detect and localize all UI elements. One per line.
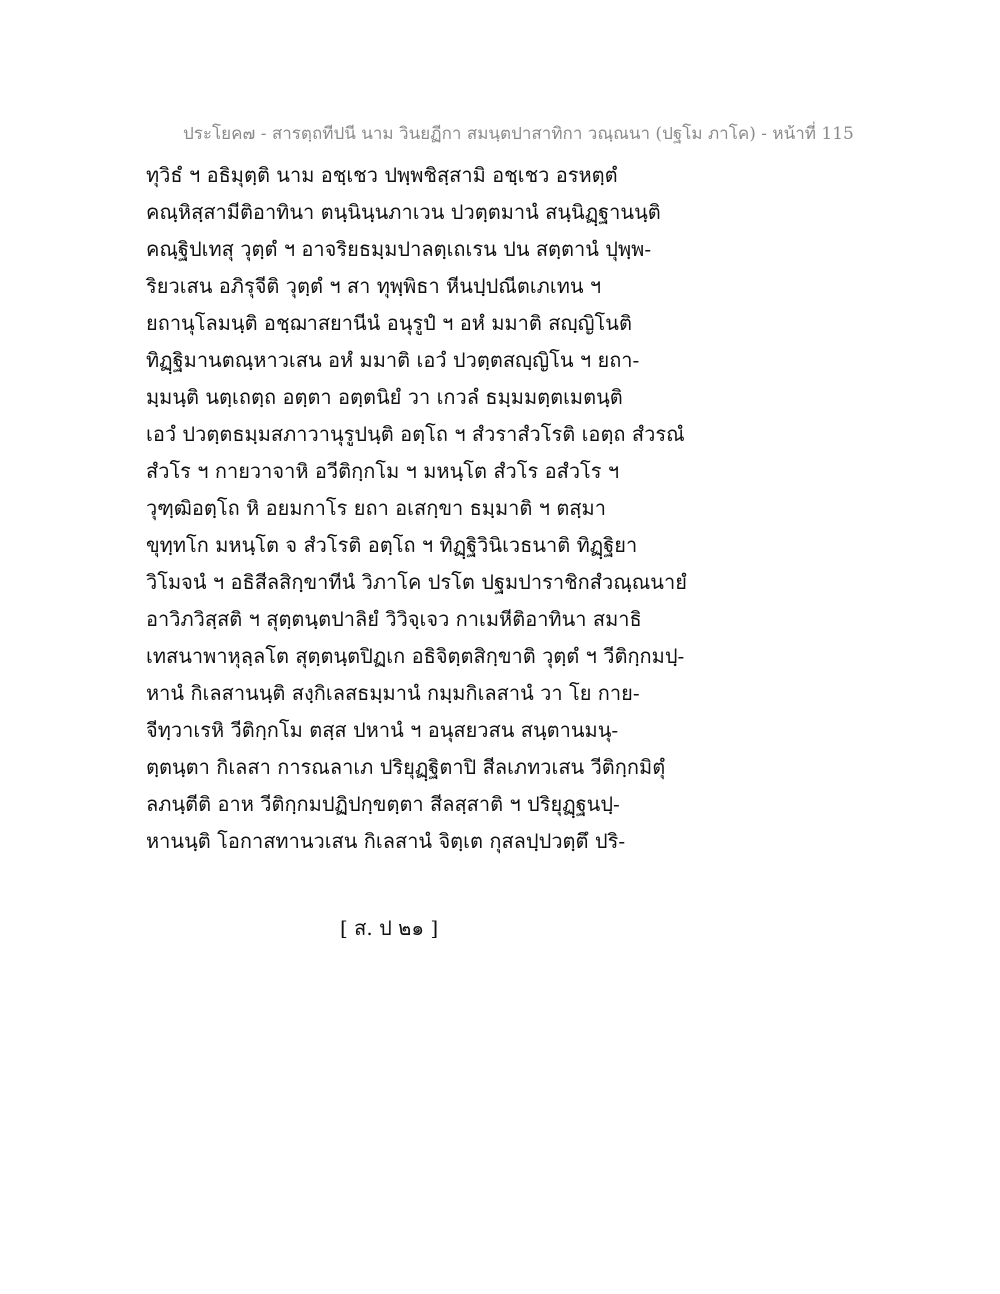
text-line: ทุวิธํ ฯ อธิมุตฺติ นาม อชฺเชว ปพฺพชิสฺสามิ อชฺเชว อรหตฺตํ xyxy=(146,163,618,187)
text-line: วุฑฺฒิอตฺโถ หิ อยมกาโร ยถา อเสกฺขา ธมฺมาติ ฯ ตสฺมา xyxy=(146,496,606,520)
text-line: วิโมจนํ ฯ อธิสีลสิกฺขาทีนํ วิภาโค ปรโต ปฐมปาราชิกสํวณฺณนายํ xyxy=(146,570,687,594)
page-reference: [ ส. ป ๒๑ ] xyxy=(340,916,439,940)
text-line: ยถานุโลมนฺติ อชฺฌาสยานีนํ อนุรูปํ ฯ อหํ มมาติ สญฺญิโนติ xyxy=(146,311,632,335)
text-line: มฺมนฺติ นตฺเถตฺถ อตฺตา อตฺตนิยํ วา เกวลํ ธมฺมมตฺตเมตนฺติ xyxy=(146,385,623,409)
body-text xyxy=(146,157,706,860)
text-line: ทิฏฺฐิมานตณฺหาวเสน อหํ มมาติ เอวํ ปวตฺตสญฺญิโน ฯ ยถา- xyxy=(146,348,640,372)
text-line: คณฺหิสฺสามีติอาทินา ตนฺนินฺนภาเวน ปวตฺตมานํ สนฺนิฏฺฐานนฺติ xyxy=(146,200,661,224)
text-line: เอวํ ปวตฺตธมฺมสภาวานุรูปนฺติ อตฺโถ ฯ สํวราสํวโรติ เอตฺถ สํวรณํ xyxy=(146,422,685,446)
text-line: หานํ กิเลสานนฺติ สงฺกิเลสธมฺมานํ กมฺมกิเลสานํ วา โย กาย- xyxy=(146,681,640,705)
text-line: คณฺฐิปเทสุ วุตฺตํ ฯ อาจริยธมฺมปาลตฺเถเรน ปน สตฺตานํ ปุพฺพ- xyxy=(146,237,652,261)
text-line: อาวิภวิสฺสติ ฯ สุตฺตนฺตปาลิยํ วิวิจฺเจว กาเมหีติอาทินา สมาธิ xyxy=(146,607,642,631)
text-line: ลภนฺตีติ อาห วีติกฺกมปฏิปกฺขตฺตา สีลสฺสาติ ฯ ปริยุฏฺฐนปฺ- xyxy=(146,792,620,816)
text-line: ริยวเสน อภิรุจีติ วุตฺตํ ฯ สา ทุพฺพิธา หีนปฺปณีตเภเทน ฯ xyxy=(146,274,602,298)
text-line: ขุทฺทโก มหนฺโต จ สํวโรติ อตฺโถ ฯ ทิฏฺฐิวินิเวธนาติ ทิฏฺฐิยา xyxy=(146,533,638,557)
text-line: จีทฺวาเรหิ วีติกฺกโม ตสฺส ปหานํ ฯ อนุสยวสน สนฺตานมนุ- xyxy=(146,718,619,742)
text-line: ตฺตนฺตา กิเลสา การณลาเภ ปริยุฏฺฐิตาปิ สีลเภทวเสน วีติกฺกมิตุํ xyxy=(146,755,666,779)
text-line: เทสนาพาหุลฺลโต สุตฺตนฺตปิฏเก อธิจิตฺตสิกฺขาติ วุตฺตํ ฯ วีติกฺกมปฺ- xyxy=(146,644,685,668)
text-line: สํวโร ฯ กายวาจาหิ อวีติกฺกโม ฯ มหนฺโต สํวโร อสํวโร ฯ xyxy=(146,459,620,483)
text-line: หานนฺติ โอกาสทานวเสน กิเลสานํ จิตฺเต กุสลปฺปวตฺตึ ปริ- xyxy=(146,829,626,853)
running-header: ประโยค๗ - สารตฺถทีปนี นาม วินยฏีกา สมนฺตปาสาทิกา วณฺณนา (ปฐโม ภาโค) - หน้าที่ 115 xyxy=(183,124,854,144)
